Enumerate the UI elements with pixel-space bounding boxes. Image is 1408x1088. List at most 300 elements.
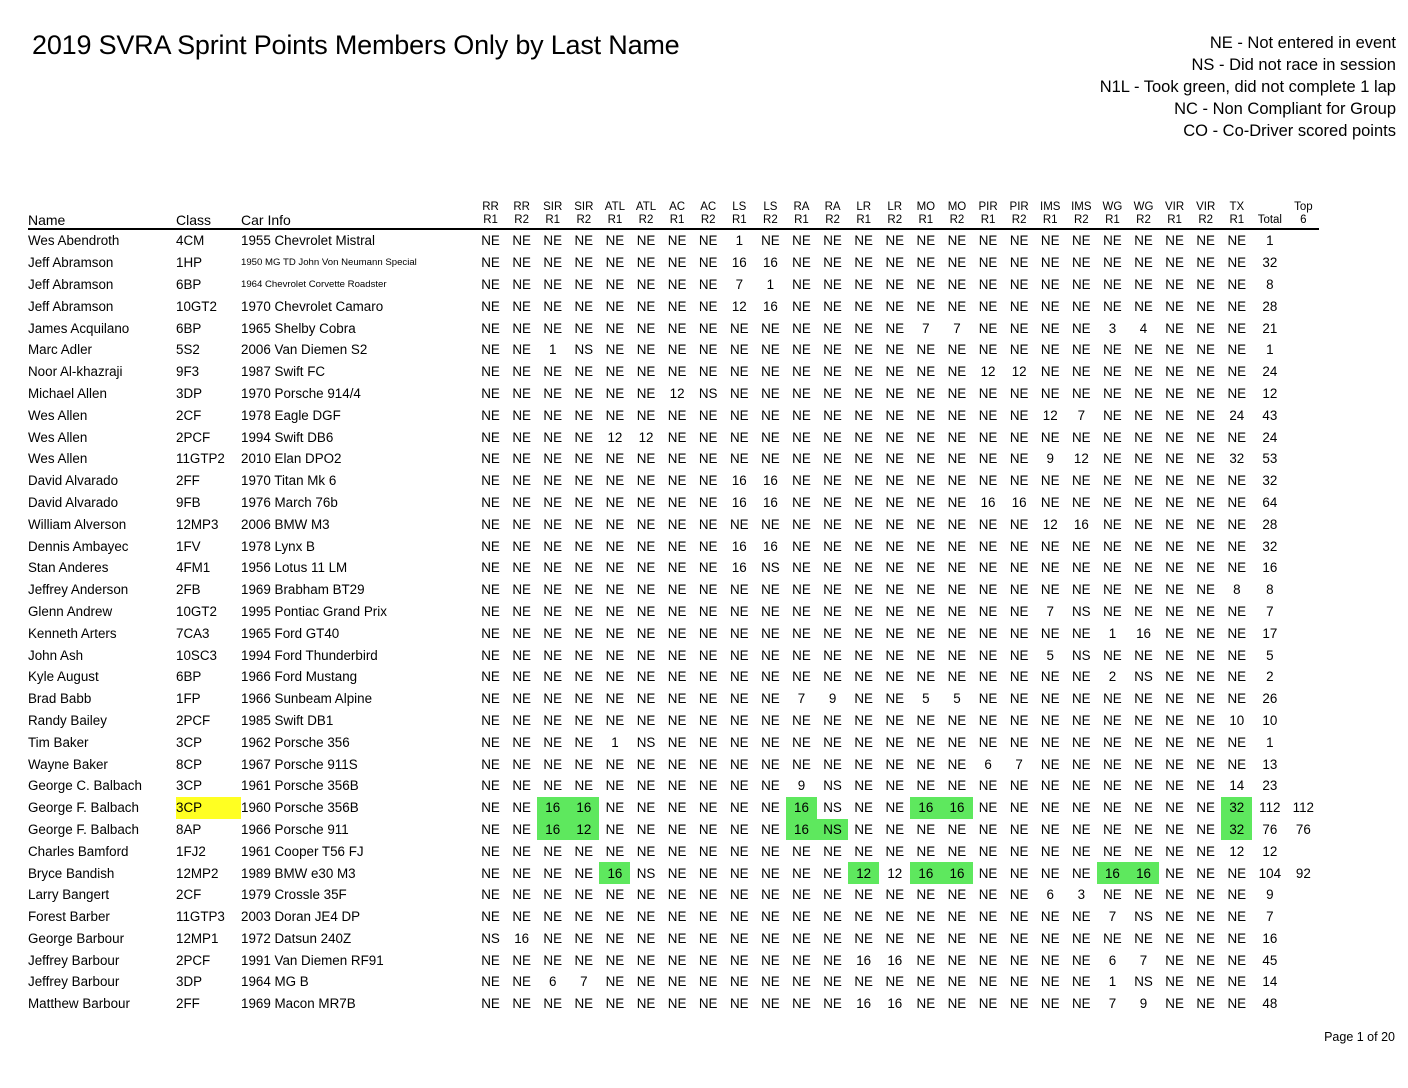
session-points: NE <box>854 255 873 271</box>
session-points: 4 <box>1139 320 1148 336</box>
session-points: NE <box>761 385 780 401</box>
table-row <box>28 274 1319 296</box>
session-points: 12 <box>1011 364 1027 380</box>
session-points: NE <box>574 909 594 925</box>
session-points: NE <box>792 538 811 554</box>
car-info: 1994 Swift DB6 <box>241 429 334 445</box>
session-points: NE <box>761 233 780 249</box>
session-points: NE <box>698 865 718 881</box>
top6-points <box>1287 949 1319 971</box>
session-points: NE <box>543 734 563 750</box>
table-row <box>28 775 1319 797</box>
session-points: NE <box>761 974 780 990</box>
session-points: NE <box>854 494 873 510</box>
session-points: NE <box>1227 364 1247 380</box>
session-points: NE <box>978 385 998 401</box>
session-points: NE <box>1165 756 1184 772</box>
session-points: NE <box>729 603 749 619</box>
class-cell: 9F3 <box>176 364 200 380</box>
session-points: NE <box>574 625 594 641</box>
session-points: NE <box>916 255 936 271</box>
session-points: NE <box>1009 320 1029 336</box>
session-points: NE <box>916 298 936 314</box>
session-points: NE <box>574 385 594 401</box>
session-points: NE <box>885 756 905 772</box>
session-points: NE <box>543 756 563 772</box>
session-points: NE <box>1165 451 1184 467</box>
car-info: 2010 Elan DPO2 <box>241 451 342 467</box>
session-points: NE <box>885 669 905 685</box>
session-points: NE <box>947 451 967 467</box>
session-points: NE <box>1196 538 1215 554</box>
session-points: NE <box>854 385 873 401</box>
session-points: 24 <box>1229 407 1245 423</box>
session-points: NE <box>885 974 905 990</box>
session-points: NE <box>1072 298 1091 314</box>
session-points: NE <box>854 276 873 292</box>
header-session-race: R1 <box>918 213 934 226</box>
session-points: 16 <box>762 255 778 271</box>
session-points: NE <box>854 974 873 990</box>
session-points: NE <box>823 625 842 641</box>
session-points: NE <box>1165 909 1184 925</box>
session-points: NE <box>1040 800 1060 816</box>
session-points: NE <box>916 516 936 532</box>
header-session-race: R1 <box>856 213 872 226</box>
session-points: NE <box>978 298 998 314</box>
session-points: NE <box>978 691 998 707</box>
session-points: NE <box>916 625 936 641</box>
session-points: NE <box>916 233 936 249</box>
session-points: NE <box>605 778 625 794</box>
session-points: NE <box>667 734 687 750</box>
session-points: NE <box>823 385 842 401</box>
header-class: Class <box>176 194 241 229</box>
session-points: 5 <box>922 691 930 707</box>
session-points: NE <box>916 778 936 794</box>
table-row <box>28 710 1319 732</box>
session-points: 5 <box>953 691 961 707</box>
session-points: NE <box>698 233 718 249</box>
session-points: NE <box>1103 494 1122 510</box>
session-points: NE <box>1134 691 1153 707</box>
session-points: NE <box>1165 494 1184 510</box>
session-points: NE <box>1072 996 1091 1012</box>
session-points: NE <box>916 974 936 990</box>
session-points: NE <box>792 909 811 925</box>
session-points: 1 <box>549 342 557 358</box>
session-points: NE <box>1227 255 1247 271</box>
session-points: NE <box>512 865 531 881</box>
table-row <box>28 470 1319 492</box>
car-info: 1966 Sunbeam Alpine <box>241 691 373 707</box>
session-points: NE <box>667 800 687 816</box>
session-points: 7 <box>1108 996 1117 1012</box>
session-points: NE <box>885 712 905 728</box>
session-points: NE <box>605 625 625 641</box>
table-row <box>28 535 1319 557</box>
top6-points <box>1287 601 1319 623</box>
session-points: NE <box>667 451 687 467</box>
session-points: NE <box>605 342 625 358</box>
session-points: NE <box>1072 538 1091 554</box>
total-points: 10 <box>1262 712 1278 728</box>
session-points: NE <box>823 669 842 685</box>
session-points: NE <box>1072 865 1091 881</box>
session-points: NE <box>792 843 811 859</box>
header-session <box>693 194 724 229</box>
session-points: NE <box>823 255 842 271</box>
session-points: NE <box>1040 756 1060 772</box>
table-row <box>28 731 1319 753</box>
session-points: NE <box>543 538 563 554</box>
session-points: NE <box>574 494 594 510</box>
session-points: 16 <box>786 797 817 819</box>
driver-name: Wes Allen <box>28 429 88 445</box>
car-info: 1966 Ford Mustang <box>241 669 358 685</box>
session-points: NS <box>1134 909 1153 925</box>
session-points: NE <box>512 255 531 271</box>
session-points: 6 <box>549 974 557 990</box>
session-points: NE <box>1040 582 1060 598</box>
session-points: NE <box>481 887 500 903</box>
total-points: 24 <box>1262 364 1278 380</box>
top6-points <box>1287 710 1319 732</box>
header-session <box>910 194 941 229</box>
class-cell: 3DP <box>176 385 203 401</box>
session-points: NE <box>481 342 500 358</box>
session-points: NE <box>636 364 656 380</box>
session-points: NE <box>947 625 967 641</box>
session-points: NE <box>885 407 905 423</box>
session-points: NE <box>947 669 967 685</box>
session-points: NE <box>605 930 625 946</box>
session-points: NE <box>823 909 842 925</box>
session-points: NE <box>543 712 563 728</box>
session-points: 9 <box>1139 996 1148 1012</box>
session-points: NE <box>916 952 936 968</box>
session-points: NE <box>947 843 967 859</box>
session-points: NE <box>605 276 625 292</box>
session-points: NE <box>1072 364 1091 380</box>
session-points: NE <box>512 712 531 728</box>
driver-name: Brad Babb <box>28 691 92 707</box>
session-points: NE <box>1196 342 1215 358</box>
car-info: 1964 Chevrolet Corvette Roadster <box>241 278 387 290</box>
session-points: NE <box>605 233 625 249</box>
session-points: NE <box>854 843 873 859</box>
header-session-event: AC <box>700 201 717 213</box>
session-points: NE <box>636 669 656 685</box>
session-points: NE <box>1040 821 1060 837</box>
session-points: NE <box>512 494 531 510</box>
header-session-race: R2 <box>1198 213 1214 226</box>
header-session-event: WG <box>1102 201 1123 213</box>
table-row <box>28 862 1319 884</box>
header-session <box>724 194 755 229</box>
session-points: NE <box>481 669 500 685</box>
session-points: NE <box>636 625 656 641</box>
session-points: NE <box>481 996 500 1012</box>
session-points: NE <box>543 603 563 619</box>
session-points: NE <box>792 952 811 968</box>
session-points: 1 <box>766 276 775 292</box>
session-points: NE <box>574 538 594 554</box>
session-points: NE <box>792 385 811 401</box>
table-row <box>28 666 1319 688</box>
session-points: NE <box>605 538 625 554</box>
session-points: NE <box>574 952 594 968</box>
session-points: NE <box>729 342 749 358</box>
session-points: NE <box>1134 821 1153 837</box>
driver-name: Wes Allen <box>28 407 88 423</box>
session-points: NE <box>543 516 563 532</box>
session-points: NE <box>605 712 625 728</box>
session-points: NE <box>481 712 500 728</box>
session-points: NE <box>761 952 780 968</box>
session-points: NE <box>761 996 780 1012</box>
top6-points <box>1287 731 1319 753</box>
session-points: NE <box>667 974 687 990</box>
session-points: 12 <box>980 364 996 380</box>
session-points: NE <box>729 364 749 380</box>
class-cell: 12MP1 <box>176 930 219 946</box>
session-points: NE <box>885 560 905 576</box>
session-points: NE <box>761 625 780 641</box>
session-points: NE <box>574 516 594 532</box>
class-cell: 5S2 <box>176 342 200 358</box>
session-points: NE <box>885 385 905 401</box>
session-points: NE <box>636 451 656 467</box>
car-info: 1995 Pontiac Grand Prix <box>241 603 387 619</box>
header-session <box>1190 194 1221 229</box>
session-points: NE <box>854 930 873 946</box>
header-session-race: R2 <box>576 213 592 226</box>
session-points: NE <box>1103 843 1122 859</box>
session-points: NE <box>698 516 718 532</box>
total-points: 32 <box>1262 538 1278 554</box>
session-points: NE <box>729 756 749 772</box>
session-points: NE <box>729 516 749 532</box>
session-points: NE <box>605 494 625 510</box>
session-points: 12 <box>1229 843 1245 859</box>
session-points: NE <box>916 473 936 489</box>
top6-points <box>1287 383 1319 405</box>
header-session-race: R2 <box>514 213 529 226</box>
header-session-race: R2 <box>1073 213 1089 226</box>
session-points: NE <box>729 800 749 816</box>
session-points: NE <box>1103 298 1122 314</box>
session-points: NE <box>481 734 500 750</box>
session-points: NE <box>947 429 967 445</box>
session-points: NE <box>1072 669 1091 685</box>
class-cell: 11GTP3 <box>176 909 225 925</box>
session-points: NE <box>574 734 594 750</box>
session-points: NS <box>636 734 656 750</box>
session-points: NE <box>729 843 749 859</box>
session-points: NE <box>1227 342 1247 358</box>
session-points: NE <box>1040 320 1060 336</box>
table-row <box>28 492 1319 514</box>
top6-points <box>1287 906 1319 928</box>
session-points: NE <box>1165 582 1184 598</box>
session-points: NE <box>605 603 625 619</box>
session-points: NE <box>1165 996 1184 1012</box>
session-points: NE <box>947 909 967 925</box>
session-points: NE <box>823 930 842 946</box>
session-points: NE <box>1196 473 1215 489</box>
session-points: NE <box>698 843 718 859</box>
session-points: NE <box>947 342 967 358</box>
session-points: NE <box>512 952 531 968</box>
session-points: NE <box>916 494 936 510</box>
session-points: NE <box>854 734 873 750</box>
session-points: NE <box>512 734 531 750</box>
session-points: NE <box>854 821 873 837</box>
session-points: NE <box>543 952 563 968</box>
header-top6-line1: Top <box>1294 201 1313 213</box>
session-points: NE <box>512 429 531 445</box>
driver-name: George Barbour <box>28 930 125 946</box>
session-points: NE <box>978 255 998 271</box>
session-points: NE <box>481 364 500 380</box>
session-points: NE <box>1165 233 1184 249</box>
header-session <box>599 194 630 229</box>
session-points: NE <box>823 712 842 728</box>
session-points: NE <box>667 255 687 271</box>
total-points: 13 <box>1262 756 1278 772</box>
session-points: NE <box>512 320 531 336</box>
session-points: NE <box>1227 473 1247 489</box>
session-points: NE <box>947 974 967 990</box>
session-points: NE <box>823 494 842 510</box>
session-points: NE <box>761 691 780 707</box>
car-info: 2006 BMW M3 <box>241 516 330 532</box>
session-points: 16 <box>731 255 747 271</box>
session-points: NE <box>605 800 625 816</box>
session-points: 12 <box>1042 407 1058 423</box>
session-points: NE <box>729 669 749 685</box>
session-points: NE <box>1227 647 1247 663</box>
session-points: NE <box>698 734 718 750</box>
session-points: NE <box>1009 778 1029 794</box>
session-points: NE <box>916 887 936 903</box>
session-points: NE <box>667 625 687 641</box>
driver-name: Wes Abendroth <box>28 233 120 249</box>
total-points: 45 <box>1262 952 1278 968</box>
session-points: NE <box>947 255 967 271</box>
session-points: NE <box>605 821 625 837</box>
session-points: NE <box>1009 669 1029 685</box>
session-points: NE <box>698 974 718 990</box>
session-points: NE <box>1165 952 1184 968</box>
class-cell: 12MP2 <box>176 865 219 881</box>
session-points: NE <box>1103 800 1122 816</box>
class-cell: 10GT2 <box>176 298 217 314</box>
total-points: 16 <box>1262 930 1278 946</box>
session-points: NE <box>792 516 811 532</box>
session-points: NE <box>761 407 780 423</box>
total-points: 1 <box>1266 342 1274 358</box>
class-cell: 2FF <box>176 473 200 489</box>
session-points: NE <box>481 255 500 271</box>
car-info: 2003 Doran JE4 DP <box>241 909 361 925</box>
session-points: NE <box>667 647 687 663</box>
session-points: NE <box>543 364 563 380</box>
session-points: NE <box>698 407 718 423</box>
session-points: NE <box>854 429 873 445</box>
session-points: 10 <box>1229 712 1245 728</box>
session-points: NE <box>1134 494 1153 510</box>
session-points: NE <box>574 451 594 467</box>
session-points: NE <box>605 669 625 685</box>
session-points: NE <box>729 887 749 903</box>
session-points: NE <box>823 538 842 554</box>
session-points: NE <box>1103 385 1122 401</box>
session-points: NE <box>543 909 563 925</box>
total-points: 14 <box>1262 974 1278 990</box>
session-points: NE <box>1134 298 1153 314</box>
session-points: NE <box>1165 930 1184 946</box>
total-points: 43 <box>1262 407 1278 423</box>
session-points: NE <box>1227 538 1247 554</box>
total-points: 8 <box>1266 276 1274 292</box>
session-points: NE <box>1103 647 1122 663</box>
session-points: NE <box>1196 429 1215 445</box>
session-points: NE <box>481 560 500 576</box>
session-points: NE <box>605 320 625 336</box>
session-points: NE <box>512 909 531 925</box>
top6-points <box>1287 993 1319 1015</box>
session-points: NE <box>1227 625 1247 641</box>
session-points: NE <box>1165 298 1184 314</box>
driver-name: Jeffrey Anderson <box>28 582 129 598</box>
session-points: NE <box>1165 603 1184 619</box>
session-points: NE <box>792 625 811 641</box>
session-points: NE <box>978 865 998 881</box>
session-points: NE <box>667 429 687 445</box>
session-points: NE <box>978 647 998 663</box>
table-row <box>28 229 1319 252</box>
session-points: 16 <box>856 952 872 968</box>
session-points: NE <box>885 255 905 271</box>
session-points: NE <box>1134 560 1153 576</box>
session-points: NE <box>792 429 811 445</box>
session-points: NE <box>1040 843 1060 859</box>
session-points: NE <box>1103 712 1122 728</box>
session-points: NE <box>543 407 563 423</box>
session-points: NE <box>978 429 998 445</box>
session-points: NE <box>481 909 500 925</box>
session-points: NE <box>574 691 594 707</box>
session-points: NE <box>481 647 500 663</box>
session-points: NE <box>1040 996 1060 1012</box>
session-points: NE <box>1009 734 1029 750</box>
session-points: NE <box>916 669 936 685</box>
top6-points <box>1287 295 1319 317</box>
top6-points <box>1287 557 1319 579</box>
table-row <box>28 797 1319 819</box>
header-session-race: R1 <box>545 213 561 226</box>
session-points: NE <box>885 233 905 249</box>
session-points: NE <box>481 603 500 619</box>
session-points: NE <box>885 887 905 903</box>
session-points: NE <box>667 909 687 925</box>
session-points: NE <box>1196 930 1215 946</box>
session-points: NS <box>698 385 718 401</box>
session-points: NE <box>1196 712 1215 728</box>
session-points: NE <box>543 233 563 249</box>
